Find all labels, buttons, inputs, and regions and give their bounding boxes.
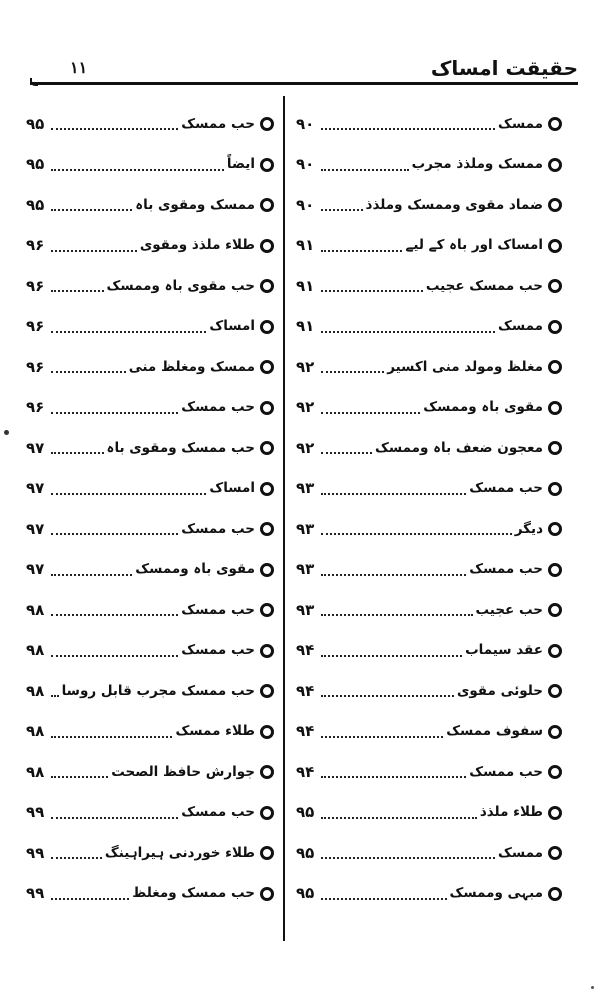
- toc-entry-page: ۹۶: [26, 357, 45, 376]
- bullet-ring-icon: [260, 401, 274, 415]
- bullet-ring-icon: [548, 360, 562, 374]
- toc-entry-title: حب ممسک ومقوی باہ: [106, 439, 255, 456]
- dot-leader: [51, 371, 126, 373]
- toc-entry-page: ۹۲: [296, 357, 315, 376]
- bullet-ring-icon: [260, 725, 274, 739]
- toc-entry-page: ۹۷: [26, 560, 45, 579]
- toc-entry-title: امساک: [209, 318, 255, 334]
- toc-entry-title: حب ممسک: [181, 399, 255, 415]
- toc-entry-title: حب ممسک ومغلظ: [132, 885, 255, 901]
- toc-entry-page: ۹۷: [26, 519, 45, 538]
- toc-entry: [296, 793, 562, 834]
- bullet-ring-icon: [548, 320, 562, 334]
- toc-entry: [26, 712, 274, 753]
- header-rule: [30, 82, 578, 85]
- dot-leader: [51, 655, 178, 657]
- bullet-ring-icon: [260, 806, 274, 820]
- toc-entry: [26, 428, 274, 469]
- toc-entry-page: ۹۵: [26, 114, 45, 133]
- bullet-ring-icon: [548, 603, 562, 617]
- dot-leader: [51, 776, 108, 778]
- dot-leader: [51, 412, 178, 414]
- toc-entry: [296, 428, 562, 469]
- toc-entry-title: طلاء ملذذ ومقوی: [139, 237, 255, 253]
- bullet-ring-icon: [548, 725, 562, 739]
- toc-entry-page: ۹۸: [26, 722, 45, 741]
- running-title: حقیقت امساک: [430, 56, 578, 80]
- toc-entry-title: ضماد مقوی وممسک وملذذ: [365, 196, 543, 213]
- bullet-ring-icon: [260, 522, 274, 536]
- toc-entry-page: ۹۴: [296, 641, 315, 660]
- dot-leader: [321, 290, 423, 292]
- bullet-ring-icon: [548, 198, 562, 212]
- toc-entry-title: ممسک: [498, 115, 543, 132]
- toc-entry: [296, 226, 562, 267]
- toc-entry: [296, 388, 562, 429]
- dot-leader: [321, 533, 512, 535]
- toc-entry-title: مبہی وممسک: [449, 885, 543, 901]
- toc-entry-page: ۹۶: [26, 236, 45, 255]
- toc-entry: [26, 266, 274, 307]
- bullet-ring-icon: [548, 441, 562, 455]
- toc-entry-page: ۹۲: [296, 438, 315, 457]
- bullet-ring-icon: [548, 279, 562, 293]
- bullet-ring-icon: [260, 603, 274, 617]
- bullet-ring-icon: [260, 320, 274, 334]
- dot-leader: [321, 412, 420, 414]
- toc-entry: [26, 145, 274, 186]
- toc-entry-title: سفوف ممسک: [446, 723, 543, 739]
- toc-entry-title: طلاء ملذذ: [479, 804, 543, 820]
- bullet-ring-icon: [548, 846, 562, 860]
- dot-leader: [321, 614, 473, 616]
- toc-entry-page: ۹۹: [26, 843, 45, 862]
- toc-entry: [296, 590, 562, 631]
- dot-leader: [321, 695, 454, 697]
- dot-leader: [321, 371, 384, 373]
- toc-entry-title: مقوی باہ وممسک: [423, 399, 543, 415]
- toc-entry: [296, 671, 562, 712]
- toc-column-right: [296, 104, 562, 914]
- dot-leader: [321, 655, 462, 657]
- toc-entry-title: حلوئی مقوی: [456, 682, 543, 699]
- toc-entry: [26, 793, 274, 834]
- dot-leader: [51, 169, 224, 171]
- toc-entry-page: ۹۴: [296, 722, 315, 741]
- dot-leader: [51, 452, 104, 454]
- toc-entry-title: طلاء خوردنی ہیراہینگ: [104, 844, 255, 861]
- dot-leader: [51, 493, 206, 495]
- toc-entry-title: حب ممسک مجرب قابل روسا: [61, 682, 255, 699]
- dot-leader: [321, 452, 372, 454]
- column-divider: [283, 96, 285, 941]
- toc-entry: [296, 712, 562, 753]
- toc-entry-page: ۹۶: [26, 317, 45, 336]
- toc-entry: [26, 509, 274, 550]
- toc-entry: [26, 185, 274, 226]
- bullet-ring-icon: [260, 198, 274, 212]
- dot-leader: [51, 290, 104, 292]
- toc-entry-title: حب ممسک: [181, 520, 255, 537]
- toc-entry-title: مغلظ ومولد منی اکسیر: [387, 358, 543, 375]
- bullet-ring-icon: [260, 360, 274, 374]
- dot-leader: [51, 817, 178, 819]
- toc-entry: [296, 307, 562, 348]
- toc-entry-page: ۹۰: [296, 114, 315, 133]
- bullet-ring-icon: [260, 441, 274, 455]
- bullet-ring-icon: [260, 279, 274, 293]
- bullet-ring-icon: [548, 765, 562, 779]
- bullet-ring-icon: [260, 765, 274, 779]
- toc-entry: [296, 185, 562, 226]
- dot-leader: [51, 533, 178, 535]
- toc-entry: [26, 874, 274, 915]
- toc-entry-title: معجون ضعف باہ وممسک: [375, 439, 543, 456]
- bullet-ring-icon: [548, 158, 562, 172]
- toc-entry-page: ۹۸: [26, 681, 45, 700]
- dot-leader: [321, 128, 495, 130]
- toc-entry-page: ۹۹: [26, 803, 45, 822]
- toc-entry: [296, 347, 562, 388]
- toc-entry: [296, 550, 562, 591]
- bullet-ring-icon: [548, 401, 562, 415]
- toc-entry-page: ۹۶: [26, 398, 45, 417]
- toc-column-left: [26, 104, 274, 914]
- bullet-ring-icon: [548, 806, 562, 820]
- dot-leader: [51, 128, 178, 130]
- bullet-ring-icon: [548, 684, 562, 698]
- dot-leader: [51, 898, 129, 900]
- toc-entry-page: ۹۵: [26, 155, 45, 174]
- dot-leader: [51, 209, 132, 211]
- toc-entry: [26, 833, 274, 874]
- bullet-ring-icon: [260, 846, 274, 860]
- toc-entry: [296, 469, 562, 510]
- dot-leader: [321, 898, 447, 900]
- toc-entry-title: حب ممسک: [181, 642, 255, 658]
- toc-entry: [296, 145, 562, 186]
- toc-entry: [296, 752, 562, 793]
- toc-entry-page: ۹۳: [296, 560, 315, 579]
- toc-entry-page: ۹۵: [296, 803, 315, 822]
- toc-entry: [26, 307, 274, 348]
- dot-leader: [51, 574, 132, 576]
- toc-entry: [296, 509, 562, 550]
- toc-entry-title: حب ممسک: [469, 480, 543, 496]
- bullet-ring-icon: [260, 644, 274, 658]
- toc-entry-title: جوارش حافظ الصحت: [111, 763, 255, 780]
- toc-entry-page: ۹۷: [26, 438, 45, 457]
- toc-entry: [296, 104, 562, 145]
- toc-entry: [296, 874, 562, 915]
- dot-leader: [51, 331, 206, 333]
- toc-entry-page: ۹۸: [26, 600, 45, 619]
- toc-entry: [26, 347, 274, 388]
- toc-entry-page: ۹۴: [296, 762, 315, 781]
- toc-entry: [26, 631, 274, 672]
- toc-entry-page: ۹۶: [26, 276, 45, 295]
- dot-leader: [51, 614, 178, 616]
- toc-entry-page: ۹۱: [296, 236, 315, 255]
- bullet-ring-icon: [548, 887, 562, 901]
- toc-entry-page: ۹۲: [296, 398, 315, 417]
- toc-entry-title: امساک اور باہ کے لیے: [405, 237, 543, 253]
- dot-leader: [51, 857, 102, 859]
- toc-entry: [26, 226, 274, 267]
- bullet-ring-icon: [548, 644, 562, 658]
- bullet-ring-icon: [548, 482, 562, 496]
- bullet-ring-icon: [548, 239, 562, 253]
- dot-leader: [321, 169, 409, 171]
- toc-entry-page: ۹۴: [296, 681, 315, 700]
- toc-entry-title: حب ممسک: [469, 561, 543, 577]
- running-header: [30, 56, 578, 96]
- dot-leader: [321, 736, 443, 738]
- dot-leader: [321, 776, 466, 778]
- toc-entry-page: ۹۳: [296, 600, 315, 619]
- dot-leader: [321, 250, 402, 252]
- toc-entry-title: ممسک ومقوی باہ: [135, 196, 255, 213]
- bullet-ring-icon: [260, 887, 274, 901]
- toc-entry: [26, 469, 274, 510]
- toc-entry: [296, 833, 562, 874]
- dot-leader: [321, 817, 477, 819]
- toc-entry-title: ممسک: [498, 844, 543, 861]
- toc-entry: [26, 550, 274, 591]
- bullet-ring-icon: [260, 158, 274, 172]
- toc-entry-page: ۹۳: [296, 479, 315, 498]
- toc-entry: [26, 104, 274, 145]
- toc-entry-page: ۹۵: [296, 884, 315, 903]
- bullet-ring-icon: [260, 563, 274, 577]
- bullet-ring-icon: [260, 239, 274, 253]
- dot-leader: [321, 331, 495, 333]
- toc-entry-title: طلاء ممسک: [175, 723, 255, 739]
- dot-leader: [321, 857, 495, 859]
- toc-entry-page: ۹۷: [26, 479, 45, 498]
- toc-entry-page: ۹۱: [296, 276, 315, 295]
- toc-entry: [296, 631, 562, 672]
- page-number: ۱۱: [70, 58, 88, 77]
- toc-entry-title: حب ممسک عجیب: [425, 277, 543, 294]
- dot-leader: [51, 250, 137, 252]
- toc-entry-page: ۹۸: [26, 762, 45, 781]
- bullet-ring-icon: [548, 117, 562, 131]
- toc-entry-title: امساک: [209, 480, 255, 496]
- bullet-ring-icon: [548, 563, 562, 577]
- toc-entry-title: حب ممسک: [181, 115, 255, 132]
- toc-entry: [26, 752, 274, 793]
- toc-entry-title: حب عجیب: [475, 601, 543, 618]
- toc-entry-title: ممسک: [498, 318, 543, 334]
- toc-entry-page: ۹۵: [26, 195, 45, 214]
- dot-leader: [321, 493, 466, 495]
- toc-entry-title: دیگر: [514, 520, 543, 537]
- bullet-ring-icon: [260, 117, 274, 131]
- dot-leader: [51, 695, 59, 697]
- dot-leader: [321, 574, 466, 576]
- toc-entry-title: ممسک ومغلظ منی: [128, 358, 255, 375]
- toc-entry-page: ۹۰: [296, 155, 315, 174]
- toc-entry: [26, 388, 274, 429]
- toc-entry-page: ۹۱: [296, 317, 315, 336]
- toc-entry-title: حب ممسک: [181, 601, 255, 618]
- toc-entry-title: ممسک وملذذ مجرب: [411, 156, 543, 172]
- toc-entry-title: عقد سیماب: [465, 642, 543, 658]
- toc-entry-title: حب مقوی باہ وممسک: [106, 277, 255, 294]
- toc-entry: [26, 671, 274, 712]
- toc-entry-title: ایضاً: [226, 156, 255, 172]
- toc-entry-page: ۹۳: [296, 519, 315, 538]
- dot-leader: [321, 209, 363, 211]
- toc-entry-title: حب ممسک: [469, 763, 543, 780]
- bullet-ring-icon: [260, 482, 274, 496]
- toc-entry-page: ۹۵: [296, 843, 315, 862]
- dot-leader: [51, 736, 172, 738]
- toc-entry-page: ۹۸: [26, 641, 45, 660]
- toc-entry: [296, 266, 562, 307]
- page-speck: [591, 986, 594, 989]
- bullet-ring-icon: [548, 522, 562, 536]
- page-speck: [4, 430, 9, 435]
- bullet-ring-icon: [260, 684, 274, 698]
- toc-entry: [26, 590, 274, 631]
- toc-entry-title: مقوی باہ وممسک: [135, 561, 255, 577]
- toc-entry-page: ۹۹: [26, 884, 45, 903]
- toc-entry-page: ۹۰: [296, 195, 315, 214]
- toc-entry-title: حب ممسک: [181, 804, 255, 820]
